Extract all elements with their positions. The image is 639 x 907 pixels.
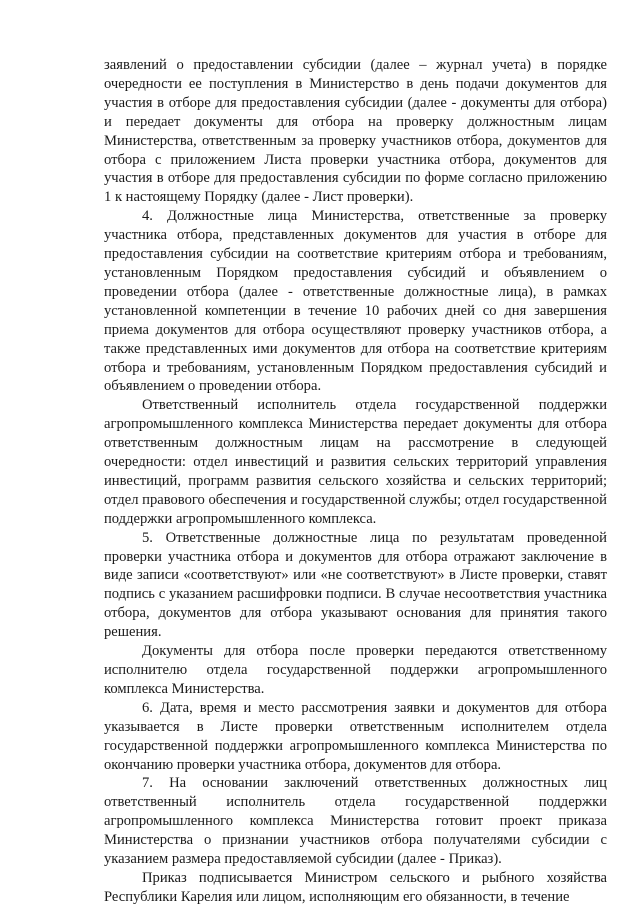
paragraph-item-5-conclusion: 5. Ответственные должностные лица по результатам проведенной проверки участника отбора и документов для отбора отражают заключение в виде записи «соответствуют» или «не соответствуют» в Листе проверки, ставят подпись с указанием расшифровки подписи. В случае несоответствия участника отбора, документов для отбора указывают основания для принятия такого решения. — [104, 529, 607, 641]
paragraph-order-signing: Приказ подписывается Министром сельского и рыбного хозяйства Республики Карелия или лицом, исполняющим его обязанности, в течение — [104, 869, 607, 905]
paragraph-documents-transfer: Документы для отбора после проверки передаются ответственному исполнителю отдела государственной поддержки агропромышленного комплекса Министерства. — [104, 643, 607, 697]
paragraph-item-7-order-draft: 7. На основании заключений ответственных должностных лиц ответственный исполнитель отдела государственной поддержки агропромышленного комплекса Министерства готовит проект приказа Министерства о признании участников отбора получателями субсидии с указанием размера предоставляемой субсидии (далее - Приказ). — [104, 775, 607, 868]
paragraph-application-journal: заявлений о предоставлении субсидии (далее – журнал учета) в порядке очередности ее поступления в Министерство в день подачи документов для участия в отборе для предоставления субсидии (далее - документы для отбора) и передает документы для отбора на проверку должностным лицам Министерства, ответственным за проверку участников отбора, документов для отбора с приложением Листа проверки участника отбора, документов для участия в отборе для предоставления субсидии по форме согласно приложению 1 к настоящему Порядку (далее - Лист проверки). — [104, 57, 607, 206]
paragraph-item-4-verification: 4. Должностные лица Министерства, ответственные за проверку участника отбора, представленных документов для участия в отборе для предоставления субсидии на соответствие критериям отбора и требованиям, установленным Порядком предоставления субсидий и объявлением о проведении отбора (далее - ответственные должностные лица), в рамках установленной компетенции в течение 10 рабочих дней со дня завершения приема документов для отбора осуществляют проверку участников отбора, а также представленных ими документов для отбора на соответствие критериям отбора и требованиям, установленным Порядком предоставления субсидий и объявлением о проведении отбора. — [104, 208, 607, 395]
document-page — [104, 56, 607, 907]
paragraph-item-6-date: 6. Дата, время и место рассмотрения заявки и документов для отбора указывается в Листе проверки ответственным исполнителем отдела государственной поддержки агропромышленного комплекса Министерства по окончанию проверки участника отбора, документов для отбора. — [104, 699, 607, 773]
paragraph-review-order: Ответственный исполнитель отдела государственной поддержки агропромышленного комплекса Министерства передает документы для отбора ответственным должностным лицам на рассмотрение в следующей очередности: отдел инвестиций и развития сельских территорий управления инвестиций, программ развития сельского хозяйства и сельских территорий; отдел правового обеспечения и государственной службы; отдел государственной поддержки агропромышленного комплекса. — [104, 397, 607, 527]
